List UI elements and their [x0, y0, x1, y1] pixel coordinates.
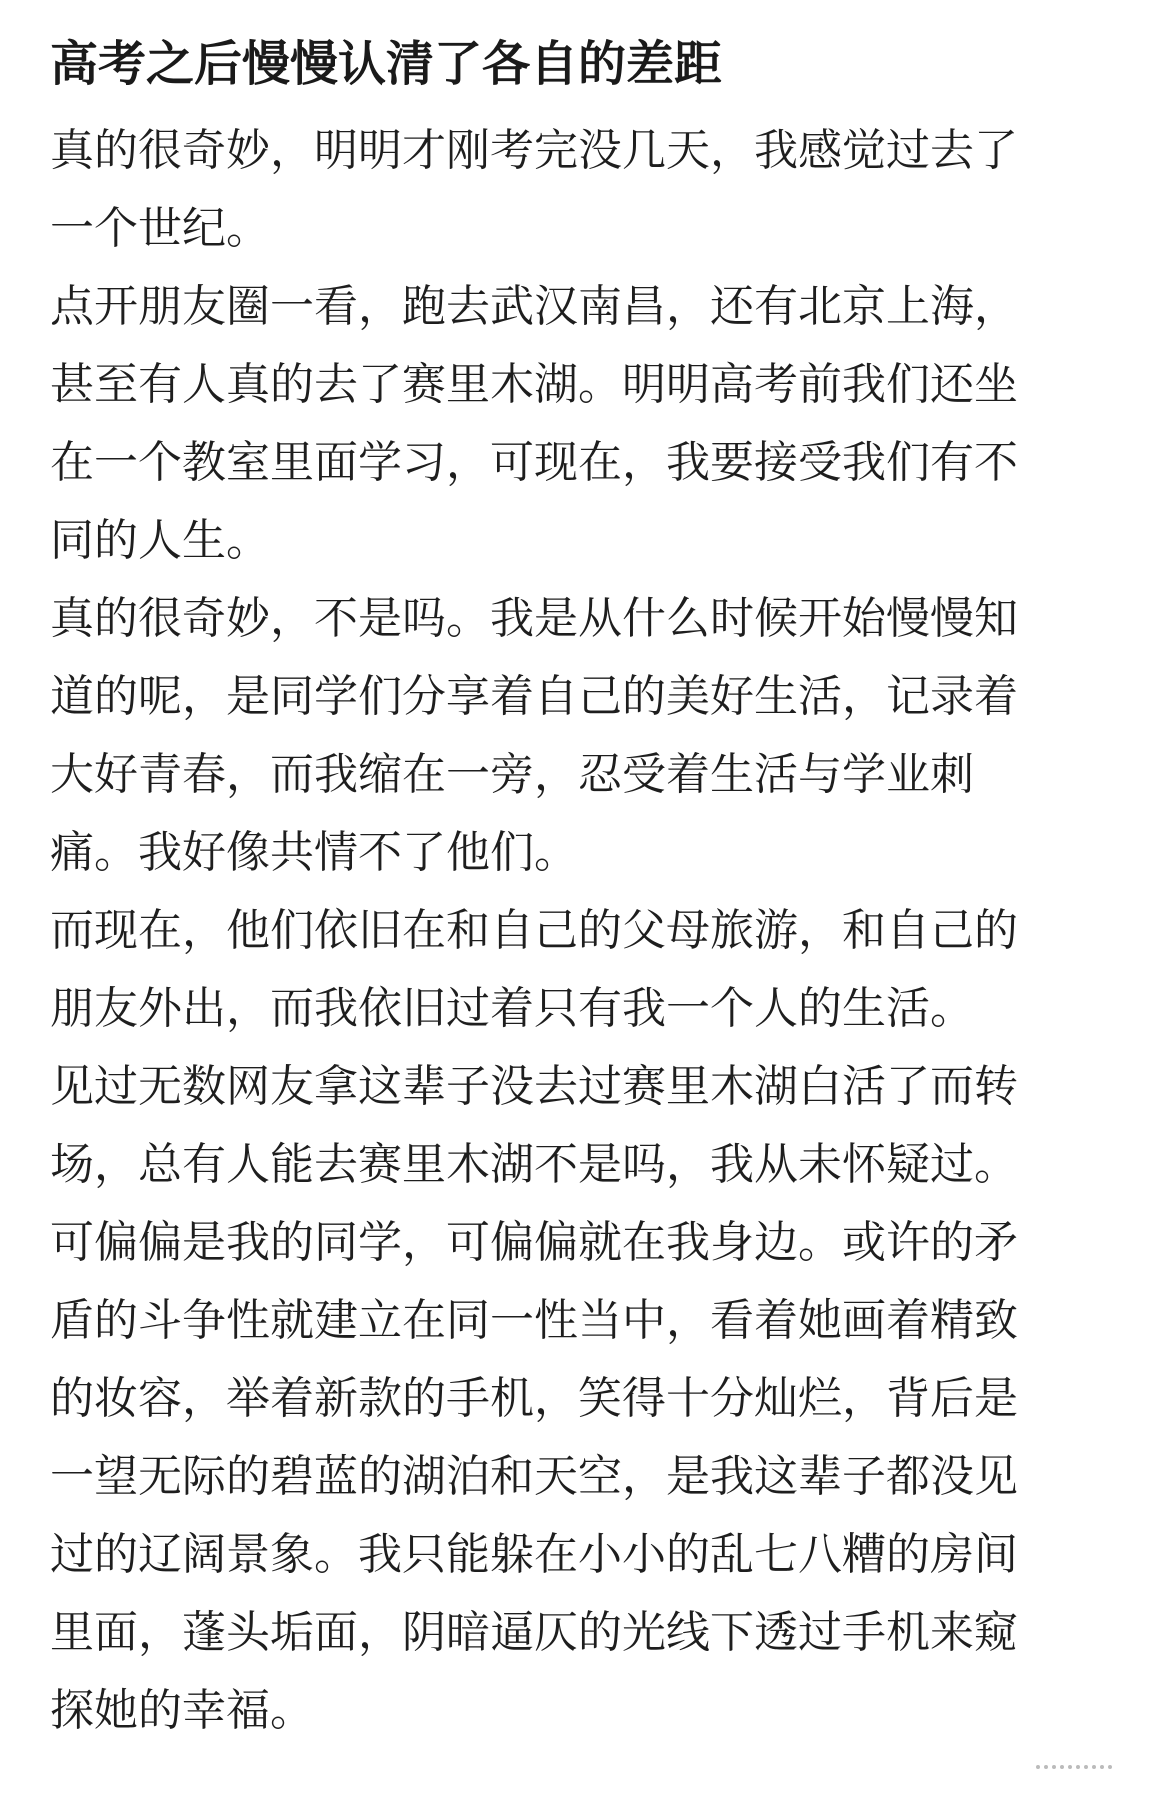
paragraph: 真的很奇妙，不是吗。我是从什么时候开始慢慢知道的呢，是同学们分享着自己的美好生活，记录着大好青春，而我缩在一旁，忍受着生活与学业刺痛。我好像共情不了他们。	[50, 593, 1018, 878]
paragraph: 而现在，他们依旧在和自己的父母旅游，和自己的朋友外出，而我依旧过着只有我一个人的生活。	[50, 905, 1018, 1034]
post-title: 高考之后慢慢认清了各自的差距	[50, 36, 723, 92]
more-dots-icon	[1036, 1765, 1112, 1769]
paragraph: 真的很奇妙，明明才刚考完没几天，我感觉过去了一个世纪。	[50, 125, 1018, 254]
paragraph: 见过无数网友拿这辈子没去过赛里木湖白活了而转场，总有人能去赛里木湖不是吗，我从未怀疑过。可偏偏是我的同学，可偏偏就在我身边。或许的矛盾的斗争性就建立在同一性当中，看着她画着精致的妆容，举着新款的手机，笑得十分灿烂，背后是一望无际的碧蓝的湖泊和天空，是我这辈子都没见过的辽阔景象。我只能躲在小小的乱七八糟的房间里面，蓬头垢面，阴暗逼仄的光线下透过手机来窥探她的幸福。	[50, 1061, 1018, 1736]
paragraph: 点开朋友圈一看，跑去武汉南昌，还有北京上海，甚至有人真的去了赛里木湖。明明高考前我们还坐在一个教室里面学习，可现在，我要接受我们有不同的人生。	[50, 281, 1018, 566]
post-body	[50, 112, 1050, 1750]
post	[50, 28, 1090, 1750]
